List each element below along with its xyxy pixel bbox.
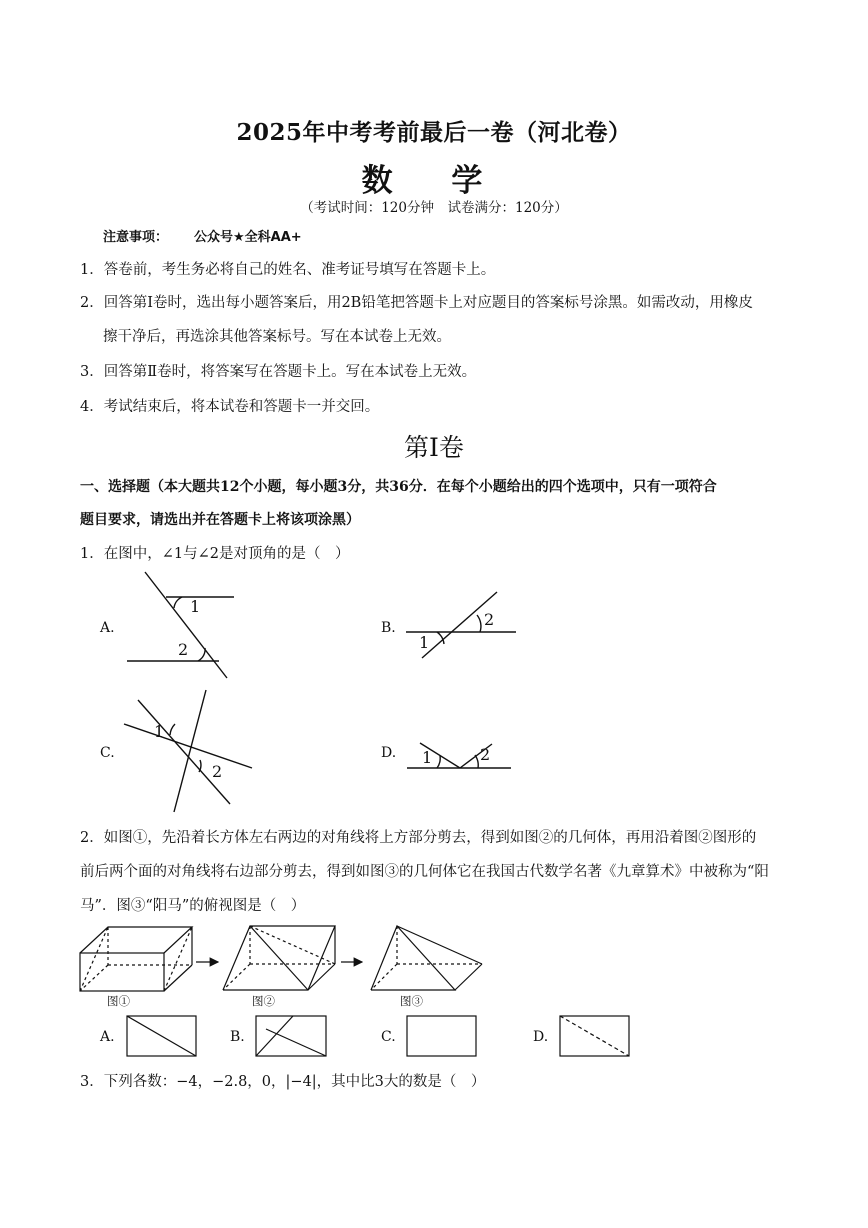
q3-stem: 3．下列各数：−4，−2.8，0，|−4|，其中比3大的数是（ ）: [80, 1074, 486, 1090]
q2-option-a: A.: [100, 1029, 115, 1045]
q1d-angle2-label: 2: [480, 745, 491, 764]
q2-figure1: [80, 927, 192, 991]
subject-title: 数 学: [361, 163, 507, 199]
notice-item: 3．回答第Ⅱ卷时，将答案写在答题卡上。写在本试卷上无效。: [80, 364, 477, 380]
q2-stem-line2: 前后两个面的对角线将右边部分剪去，得到如图③的几何体它在我国古代数学名著《九章算术》中被称为“阳: [80, 864, 769, 880]
exam-title: 2025年中考考前最后一卷（河北卷）: [236, 119, 632, 146]
q2-option-b: B.: [230, 1029, 245, 1045]
q1-option-c: C.: [100, 745, 115, 761]
q2-stem-line1: 2．如图①，先沿着长方体左右两边的对角线将上方部分剪去，得到如图②的几何体，再用沿着图②图形的: [80, 830, 757, 846]
section-title: 第Ⅰ卷: [404, 433, 464, 462]
q1a-angle1-label: 1: [190, 597, 201, 616]
q1b-angle2-label: 2: [484, 610, 495, 629]
q2-option-c: C.: [381, 1029, 396, 1045]
q2-stem-line3: 马”．图③“阳马”的俯视图是（ ）: [80, 898, 306, 914]
q2-option-d-figure: [560, 1016, 629, 1056]
q2-figure3: [371, 926, 482, 990]
exam-info: （考试时间：120分钟 试卷满分：120分）: [300, 200, 568, 216]
q1-option-d: D.: [381, 745, 397, 761]
notice-label: 注意事项：: [103, 230, 169, 245]
notice-item: 擦干净后，再选涂其他答案标号。写在本试卷上无效。: [103, 329, 451, 345]
q1c-angle1-label: 1: [154, 722, 165, 741]
q2-option-d: D.: [533, 1029, 549, 1045]
q2-figure2-label: 图②: [252, 994, 275, 1008]
q2-option-a-figure: [127, 1016, 196, 1056]
part1-heading: 一、选择题（本大题共12个小题，每小题3分，共36分．在每个小题给出的四个选项中，只有一项符合: [80, 479, 717, 495]
q2-figure3-label: 图③: [400, 994, 423, 1008]
notice-item: 1．答卷前，考生务必将自己的姓名、准考证号填写在答题卡上。: [80, 262, 496, 278]
notice-item: 4．考试结束后，将本试卷和答题卡一并交回。: [80, 399, 380, 415]
q2-option-b-figure: [256, 1016, 326, 1056]
part1-heading-cont: 题目要求，请选出并在答题卡上将该项涂黑）: [80, 512, 360, 528]
q1-option-b: B.: [381, 620, 396, 636]
q2-figure1-label: 图①: [107, 994, 130, 1008]
q1-stem: 1．在图中，∠1与∠2是对顶角的是（ ）: [80, 546, 350, 562]
notice-tag: 公众号★全科AA+: [194, 230, 302, 245]
q1-option-a: A.: [100, 620, 115, 636]
notice-item: 2．回答第Ⅰ卷时，选出每小题答案后，用2B铅笔把答题卡上对应题目的答案标号涂黑。如需改动，用橡皮: [80, 295, 753, 311]
q2-figure2: [223, 926, 335, 990]
q1a-angle2-label: 2: [178, 640, 189, 659]
q1c-angle2-label: 2: [212, 762, 223, 781]
q2-option-c-figure: [407, 1016, 476, 1056]
q1d-angle1-label: 1: [422, 748, 433, 767]
q1b-angle1-label: 1: [419, 633, 430, 652]
